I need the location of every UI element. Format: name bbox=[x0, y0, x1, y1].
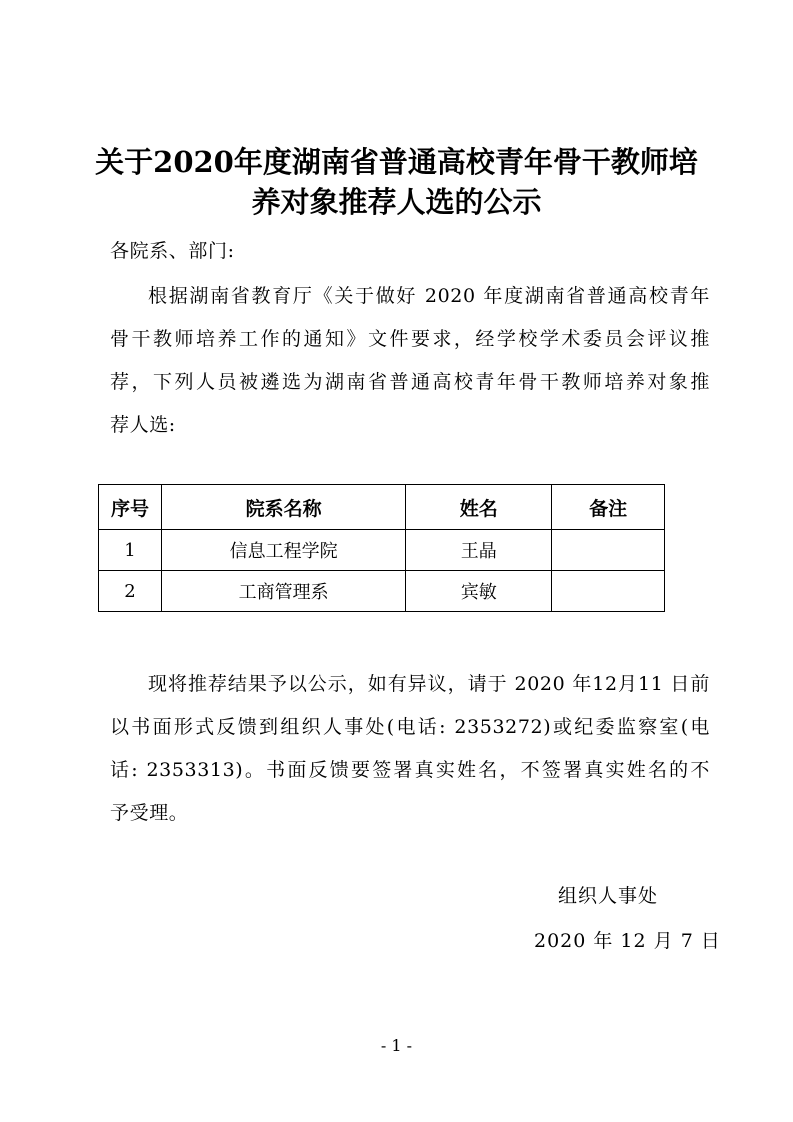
header-name: 姓名 bbox=[406, 485, 552, 530]
cell-name: 王晶 bbox=[406, 530, 552, 571]
table-row bbox=[99, 530, 665, 571]
signature-date: 2020 年 12 月 7 日 bbox=[534, 930, 721, 952]
notice-line-2: 以书面形式反馈到组织人事处(电话: 2353272)或纪委监察室(电 bbox=[110, 716, 710, 738]
header-seq: 序号 bbox=[99, 485, 162, 530]
notice-line-1: 现将推荐结果予以公示，如有异议，请于 2020 年12月11 日前 bbox=[148, 673, 710, 695]
intro-line-2: 骨干教师培养工作的通知》文件要求，经学校学术委员会评议推 bbox=[110, 328, 710, 350]
document-title-line-2: 养对象推荐人选的公示 bbox=[251, 185, 542, 219]
page-number: - 1 - bbox=[380, 1036, 413, 1055]
signature-organization: 组织人事处 bbox=[558, 885, 659, 907]
cell-remarks bbox=[552, 571, 665, 612]
cell-name: 宾敏 bbox=[406, 571, 552, 612]
cell-seq: 1 bbox=[99, 530, 162, 571]
header-department: 院系名称 bbox=[161, 485, 406, 530]
intro-line-4: 荐人选: bbox=[110, 414, 176, 436]
notice-line-4: 予受理。 bbox=[110, 802, 189, 824]
table-header-row bbox=[99, 485, 665, 530]
document-title-line-1: 关于2020年度湖南省普通高校青年骨干教师培 bbox=[95, 145, 698, 179]
candidates-table bbox=[98, 484, 665, 612]
cell-seq: 2 bbox=[99, 571, 162, 612]
cell-department: 信息工程学院 bbox=[161, 530, 406, 571]
intro-line-1: 根据湖南省教育厅《关于做好 2020 年度湖南省普通高校青年 bbox=[148, 285, 710, 307]
salutation: 各院系、部门: bbox=[110, 240, 235, 262]
notice-line-3: 话: 2353313)。书面反馈要签署真实姓名，不签署真实姓名的不 bbox=[110, 759, 710, 781]
cell-department: 工商管理系 bbox=[161, 571, 406, 612]
table-row bbox=[99, 571, 665, 612]
cell-remarks bbox=[552, 530, 665, 571]
intro-line-3: 荐，下列人员被遴选为湖南省普通高校青年骨干教师培养对象推 bbox=[110, 371, 710, 393]
header-remarks: 备注 bbox=[552, 485, 665, 530]
